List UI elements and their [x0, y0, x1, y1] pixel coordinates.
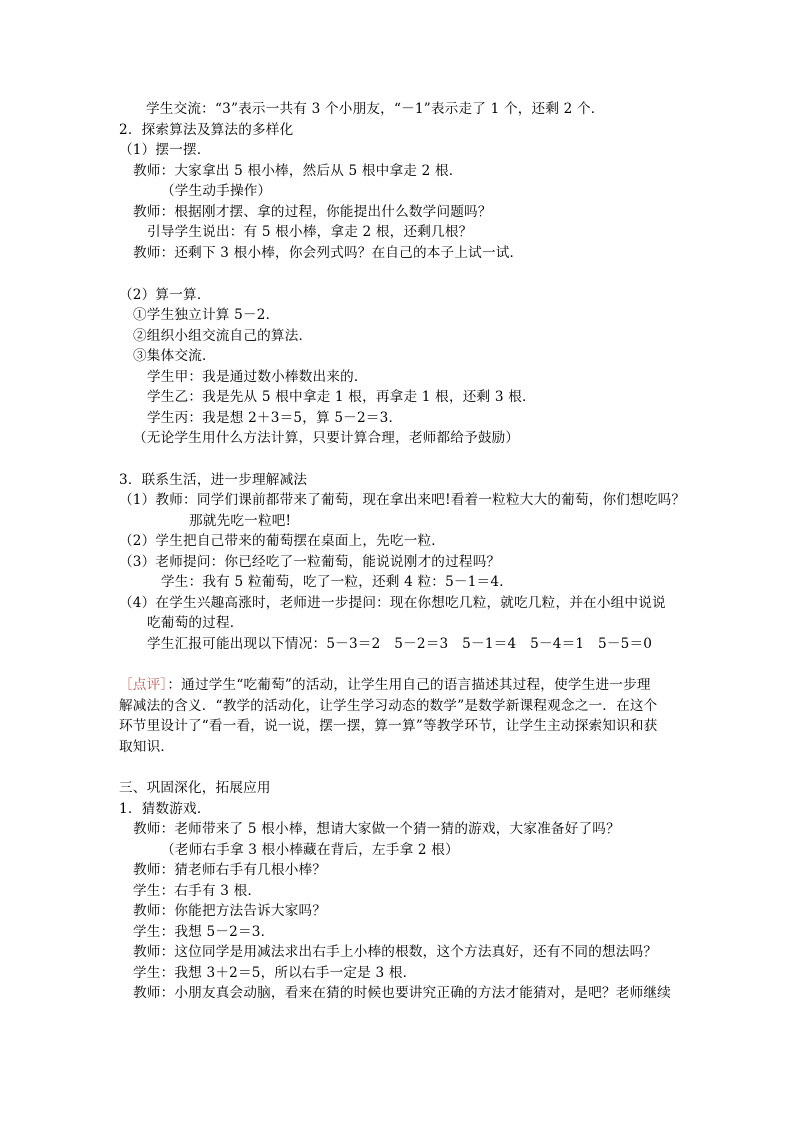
comment-line-2: 解减法的含义．“教学的活动化，让学生学习动态的数学”是数学新课程观念之一．在这个 — [119, 698, 658, 714]
line-independent-calc: ①学生独立计算 5－2． — [133, 307, 280, 323]
comment-line-4: 取知识． — [119, 739, 175, 755]
heading-life-connection: 3．联系生活，进一步理解减法 — [119, 472, 308, 488]
line-student-c: 学生丙：我是想 2＋3＝5，算 5－2＝3． — [147, 410, 403, 426]
subheading-calculate: （2）算一算． — [119, 287, 211, 303]
line-eat-one: 那就先吃一粒吧! — [189, 513, 292, 529]
line-student-three: 学生：右手有 3 根． — [133, 883, 262, 899]
line-collective-exchange: ③集体交流． — [133, 348, 216, 364]
line-teacher-method: 教师：你能把方法告诉大家吗？ — [133, 903, 327, 919]
comment-label: ［点评］ — [119, 677, 168, 693]
subheading-arrange: （1）摆一摆． — [119, 142, 211, 158]
subheading-guess-game: 1．猜数游戏． — [119, 801, 211, 817]
line-teacher-asks: （3）老师提问：你已经吃了一粒葡萄，能说说刚才的过程吗？ — [119, 554, 501, 570]
line-teacher-praise: 教师：这位同学是用减法求出右手上小棒的根数，这个方法真好，还有不同的想法吗？ — [133, 944, 658, 960]
line-student-subtract: 学生：我想 5－2＝3． — [133, 924, 275, 940]
comment-line-1 — [119, 676, 651, 694]
line-student-b: 学生乙：我是先从 5 根中拿走 1 根，再拿走 1 根，还剩 3 根． — [147, 389, 536, 405]
line-student-a: 学生甲：我是通过数小棒数出来的． — [147, 369, 368, 385]
line-hands-note: （老师右手拿 3 根小棒藏在背后，左手拿 2 根） — [161, 842, 459, 858]
line-teacher-sticks: 教师：老师带来了 5 根小棒，想请大家做一个猜一猜的游戏，大家准备好了吗？ — [133, 821, 620, 837]
line-report-cases: 学生汇报可能出现以下情况：5－3＝2 5－2＝3 5－1＝4 5－4＝1 5－5＝0 — [147, 636, 653, 652]
line-student-add: 学生：我想 3＋2＝5，所以右手一定是 3 根． — [133, 965, 417, 981]
line-student-operate: （学生动手操作） — [161, 183, 272, 199]
line-grapes-question: （1）教师：同学们课前都带来了葡萄，现在拿出来吧!看着一粒粒大大的葡萄，你们想吃吗？ — [119, 492, 686, 508]
heading-explore-algorithms: 2．探索算法及算法的多样化 — [119, 122, 294, 138]
line-teacher-try: 教师：还剩下 3 根小棒，你会列式吗？在自己的本子上试一试． — [133, 245, 524, 261]
comment-text-1: ：通过学生“吃葡萄”的活动，让学生用自己的语言描述其过程，使学生进一步理 — [167, 677, 651, 693]
line-eating-process: 吃葡萄的过程． — [147, 615, 244, 631]
line-teacher-instruction: 教师：大家拿出 5 根小棒，然后从 5 根中拿走 2 根． — [133, 163, 463, 179]
line-interest-high: （4）在学生兴趣高涨时，老师进一步提问：现在你想吃几粒，就吃几粒，并在小组中说说 — [119, 595, 666, 611]
line-encourage-note: （无论学生用什么方法计算，只要计算合理，老师都给予鼓励） — [133, 430, 520, 446]
line-student-grapes: 学生：我有 5 粒葡萄，吃了一粒，还剩 4 粒：5－1＝4． — [161, 574, 513, 590]
line-group-exchange: ②组织小组交流自己的算法． — [133, 328, 313, 344]
comment-line-3: 环节里设计了“看一看，说一说，摆一摆，算一算”等教学环节，让学生主动探索知识和获 — [119, 718, 658, 734]
section-heading-consolidate: 三、巩固深化，拓展应用 — [119, 780, 271, 796]
line-teacher-question: 教师：根据刚才摆、拿的过程，你能提出什么数学问题吗？ — [133, 204, 492, 220]
line-guide-students: 引导学生说出：有 5 根小棒，拿走 2 根，还剩几根？ — [147, 224, 473, 240]
paragraph-student-exchange: 学生交流：“3”表示一共有 3 个小朋友，“－1”表示走了 1 个，还剩 2 个． — [146, 101, 605, 117]
line-guess-right-hand: 教师：猜老师右手有几根小棒？ — [133, 862, 327, 878]
line-teacher-continue: 教师：小朋友真会动脑，看来在猜的时候也要讲究正确的方法才能猜对，是吧？老师继续 — [133, 985, 671, 1001]
line-grapes-on-desk: （2）学生把自己带来的葡萄摆在桌面上，先吃一粒． — [119, 533, 446, 549]
